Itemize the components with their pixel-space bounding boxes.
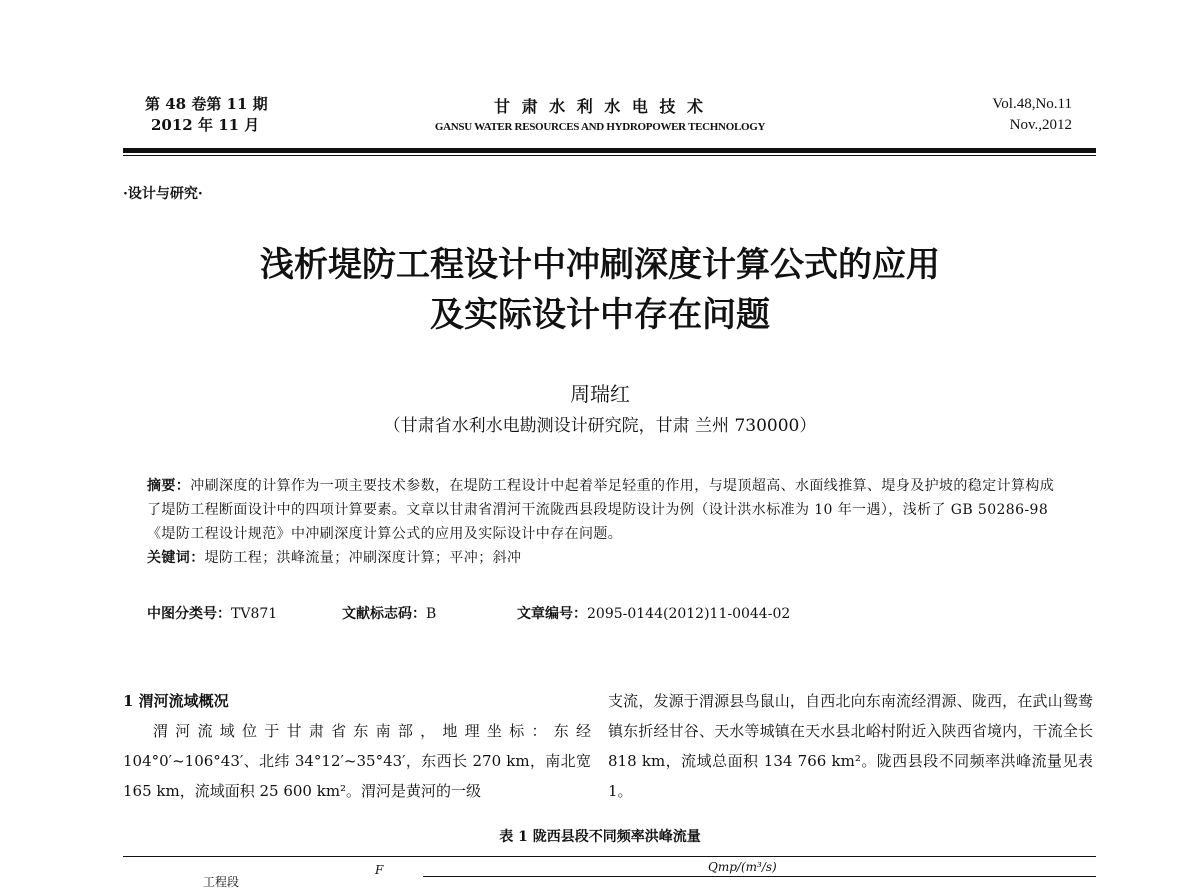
volume-cn: 第 48 卷第 11 期 [145, 95, 268, 113]
affiliation: （甘肃省水利水电勘测设计研究院，甘肃 兰州 730000） [383, 416, 817, 436]
date-en: Nov.,2012 [1009, 117, 1072, 133]
table-header-rule [423, 876, 1096, 877]
journal-name [360, 94, 840, 133]
header-volume-issue [145, 94, 268, 136]
header-rule-thick [123, 148, 1096, 153]
table-col-f: F [375, 863, 384, 877]
table-top-rule [123, 856, 1096, 857]
doc-code-value: B [426, 606, 437, 622]
article-number-label: 文章编号： [517, 606, 587, 622]
abstract [147, 474, 1067, 570]
volume-en: Vol.48,No.11 [992, 96, 1072, 112]
classification-row [147, 602, 1067, 626]
table-1-caption: 表 1 陇西县段不同频率洪峰流量 [499, 829, 701, 845]
title-line-1: 浅析堤防工程设计中冲刷深度计算公式的应用 [260, 245, 940, 285]
date-cn: 2012 年 11 月 [151, 116, 260, 134]
table-1 [123, 856, 1096, 890]
doc-code-label: 文献标志码： [342, 606, 426, 622]
keywords-label: 关键词： [147, 550, 205, 566]
paper-title [0, 240, 1200, 340]
abstract-label: 摘要： [147, 478, 191, 494]
section-tag: ·设计与研究· [123, 186, 203, 202]
article-number-value: 2095-0144(2012)11-0044-02 [587, 606, 791, 622]
title-line-2: 及实际设计中存在问题 [430, 295, 770, 335]
abstract-text: 冲刷深度的计算作为一项主要技术参数，在堤防工程设计中起着举足轻重的作用，与堤顶超高、水面线推算、堤身及护坡的稳定计算构成了堤防工程断面设计中的四项计算要素。文章以甘肃省渭河干流陇西县段堤防设计为例（设计洪水标准为 10 年一遇），浅析了 GB 50286-98《堤防工程设计规范》中冲刷深度计算公式的应用及实际设计中存在问题。 [147, 478, 1055, 542]
author: 周瑞红 [570, 382, 630, 406]
clc-label: 中图分类号： [147, 606, 231, 622]
journal-name-en: GANSU WATER RESOURCES AND HYDROPOWER TECHNOLOGY [434, 121, 766, 133]
body-column-left [123, 686, 591, 806]
journal-name-cn: 甘 肃 水 利 水 电 技 术 [494, 97, 706, 116]
header-volume-en [992, 94, 1072, 136]
section-1-paragraph-right: 支流，发源于渭源县鸟鼠山，自西北向东南流经渭源、陇西，在武山鸳鸯镇东折经甘谷、天水等城镇在天水县北峪村附近入陕西省境内，干流全长 818 km，流域总面积 134 766 km²。陇西县段不同频率洪峰流量见表 1。 [608, 692, 1093, 800]
header-rule-thin [123, 155, 1096, 156]
section-1-paragraph-left: 渭河流域位于甘肃省东南部，地理坐标：东经 104°0′~106°43′、北纬 34°12′~35°43′，东西长 270 km，南北宽 165 km，流域面积 25 600 km²。渭河是黄河的一级 [123, 722, 591, 800]
section-1-heading: 1 渭河流域概况 [123, 692, 229, 710]
clc-value: TV871 [231, 606, 278, 622]
keywords-text: 堤防工程；洪峰流量；冲刷深度计算；平冲；斜冲 [204, 550, 522, 566]
table-col-q: Qmp/(m³/s) [708, 860, 777, 874]
table-col-section: 工程段 [203, 875, 240, 889]
body-column-right [608, 686, 1093, 806]
